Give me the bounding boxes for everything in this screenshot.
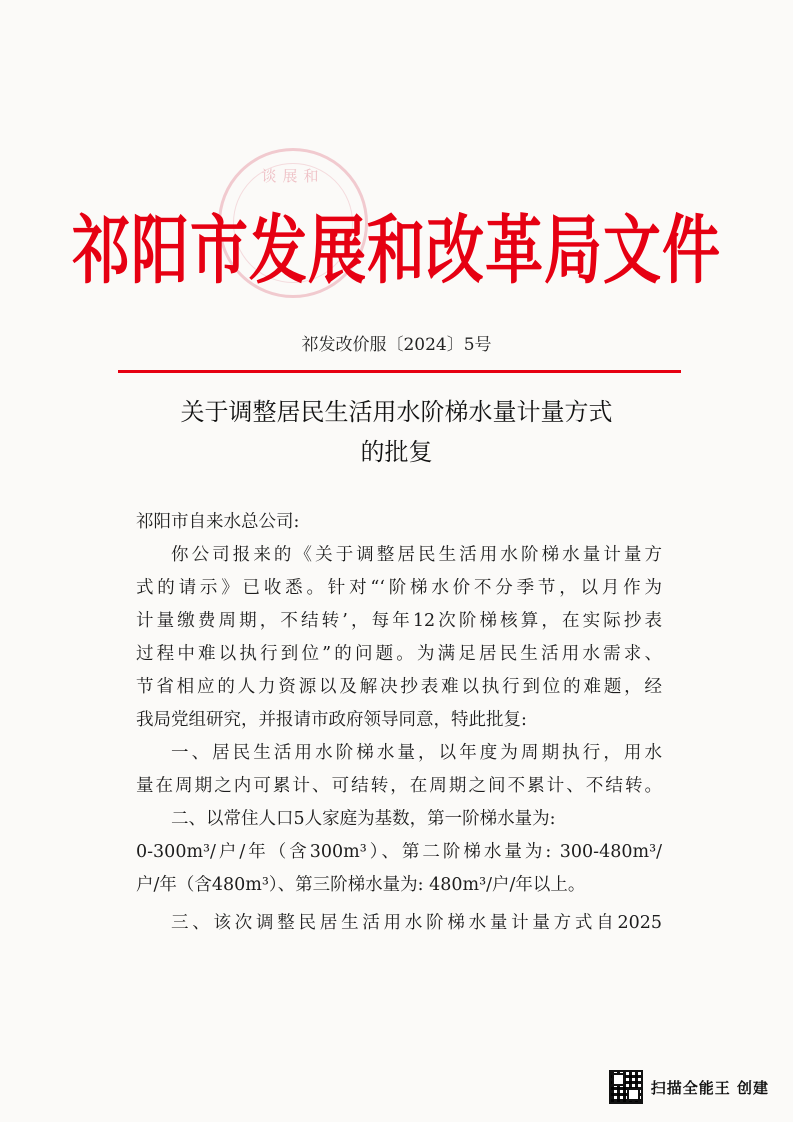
body-line: 三、该次调整民居生活用水阶梯水量计量方式自2025 [171, 913, 662, 933]
body-line: 节省相应的人力资源以及解决抄表难以执行到位的难题，经 [136, 677, 662, 697]
qr-code-icon [609, 1070, 643, 1104]
document-masthead: 祁阳市发展和改革局文件 [71, 206, 721, 294]
body-line: 量在周期之内可累计、可结转，在周期之间不累计、不结转。 [136, 776, 662, 796]
body-line: 一、居民生活用水阶梯水量，以年度为周期执行，用水 [171, 743, 662, 763]
body-line: 二、以常住人口5人家庭为基数，第一阶梯水量为: [171, 809, 556, 829]
body-line: 我局党组研究，并报请市政府领导同意，特此批复: [136, 710, 527, 730]
salutation: 祁阳市自来水总公司: [136, 512, 300, 532]
body-line: 0-300m³/户/年（含300m³）、第二阶梯水量为: 300-480m³/ [136, 842, 662, 862]
watermark-text: 扫描全能王 创建 [650, 1078, 769, 1097]
scanner-watermark [609, 1070, 769, 1104]
body-line: 你公司报来的《关于调整居民生活用水阶梯水量计量方 [171, 545, 662, 565]
title-line-2: 的批复 [360, 438, 433, 466]
document-number: 祁发改价服〔2024〕5号 [301, 335, 492, 355]
red-divider-line [118, 370, 681, 373]
body-line: 过程中难以执行到位”的问题。为满足居民生活用水需求、 [136, 644, 662, 664]
title-line-1: 关于调整居民生活用水阶梯水量计量方式 [180, 398, 613, 426]
body-line: 户/年（含480m³）、第三阶梯水量为: 480m³/户/年以上。 [136, 875, 586, 895]
document-title [0, 392, 793, 472]
body-line: 计量缴费周期，不结转’，每年12次阶梯核算，在实际抄表 [136, 611, 662, 631]
document-body [136, 506, 662, 940]
seal-text: 谈展和 [261, 167, 325, 185]
body-line: 式的请示》已收悉。针对“‘阶梯水价不分季节，以月作为 [136, 578, 662, 598]
